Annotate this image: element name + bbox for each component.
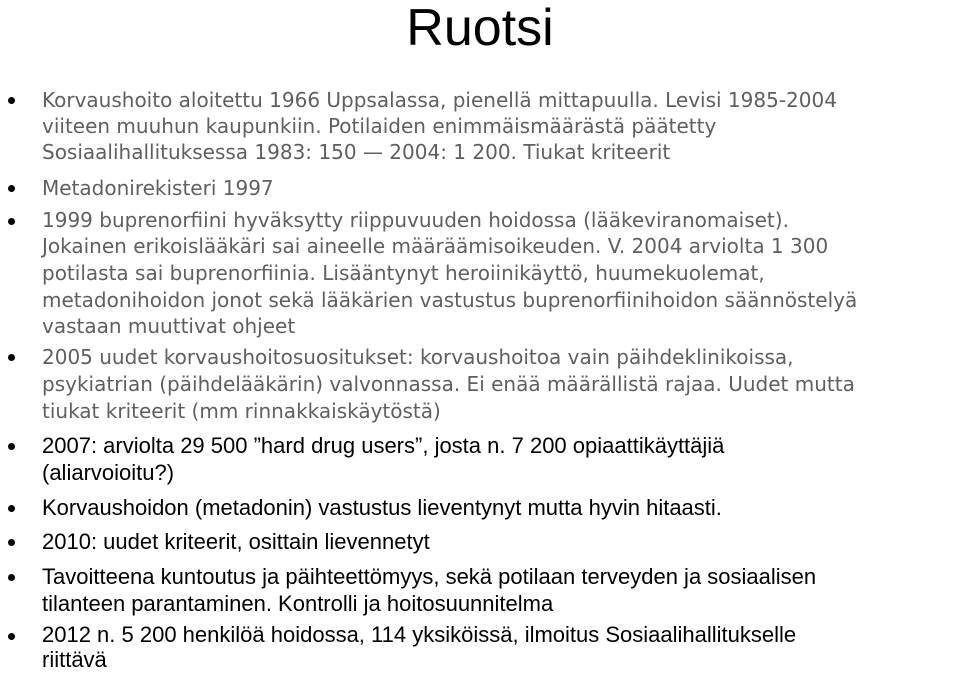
- bullet-dot-icon: [8, 539, 15, 546]
- bullet-dot-icon: [8, 354, 15, 361]
- bullet-line: 1999 buprenorfiini hyväksytty riippuvuuden hoidossa (lääkeviranomaiset).: [42, 208, 789, 232]
- bullet-line: Korvaushoidon (metadonin) vastustus lieventynyt mutta hyvin hitaasti.: [42, 495, 722, 520]
- bullet-line: Tavoitteena kuntoutus ja päihteettömyys, sekä potilaan terveyden ja sosiaalisen: [42, 564, 817, 589]
- bullet-dot-icon: [8, 505, 15, 512]
- slide-title: Ruotsi: [406, 0, 554, 57]
- bullet-dot-icon: [8, 185, 15, 192]
- bullet-line: 2010: uudet kriteerit, osittain lievennetyt: [42, 529, 430, 554]
- bullet-line: psykiatrian (päihdelääkärin) valvonnassa. Ei enää määrällistä rajaa. Uudet mutta: [42, 372, 855, 396]
- bullet-line: (aliarvoioitu?): [42, 460, 175, 485]
- bullet-line: Korvaushoito aloitettu 1966 Uppsalassa, pienellä mittapuulla. Levisi 1985-2004: [42, 88, 837, 112]
- bullet-line: potilasta sai buprenorfiinia. Lisääntynyt heroiinikäyttö, huumekuolemat,: [42, 261, 765, 285]
- bullet-line: Sosiaalihallituksessa 1983: 150 — 2004: 1 200. Tiukat kriteerit: [42, 140, 671, 164]
- bullet-dot-icon: [8, 218, 15, 225]
- bullet-line: tilanteen parantaminen. Kontrolli ja hoitosuunnitelma: [42, 591, 554, 616]
- bullet-dot-icon: [8, 443, 15, 450]
- bullet-dot-icon: [8, 633, 15, 640]
- bullet-line: viiteen muuhun kaupunkiin. Potilaiden enimmäismäärästä päätetty: [42, 114, 717, 138]
- bullet-line: 2007: arviolta 29 500 ”hard drug users”, josta n. 7 200 opiaattikäyttäjiä: [42, 433, 725, 458]
- bullet-line: riittävä: [42, 647, 107, 672]
- bullet-line: metadonihoidon jonot sekä lääkärien vastustus buprenorfiinihoidon säännöstelyä: [42, 288, 858, 312]
- bullet-line: Metadonirekisteri 1997: [42, 176, 274, 200]
- bullet-dot-icon: [8, 574, 15, 581]
- bullet-line: 2012 n. 5 200 henkilöä hoidossa, 114 yksiköissä, ilmoitus Sosiaalihallitukselle: [42, 622, 797, 647]
- bullet-line: tiukat kriteerit (mm rinnakkaiskäytöstä): [42, 399, 441, 423]
- bullet-line: 2005 uudet korvaushoitosuositukset: korvaushoitoa vain päihdeklinikoissa,: [42, 345, 794, 369]
- bullet-line: vastaan muuttivat ohjeet: [42, 314, 296, 338]
- bullet-dot-icon: [8, 97, 15, 104]
- bullet-line: Jokainen erikoislääkäri sai aineelle määräämisoikeuden. V. 2004 arviolta 1 300: [42, 234, 829, 258]
